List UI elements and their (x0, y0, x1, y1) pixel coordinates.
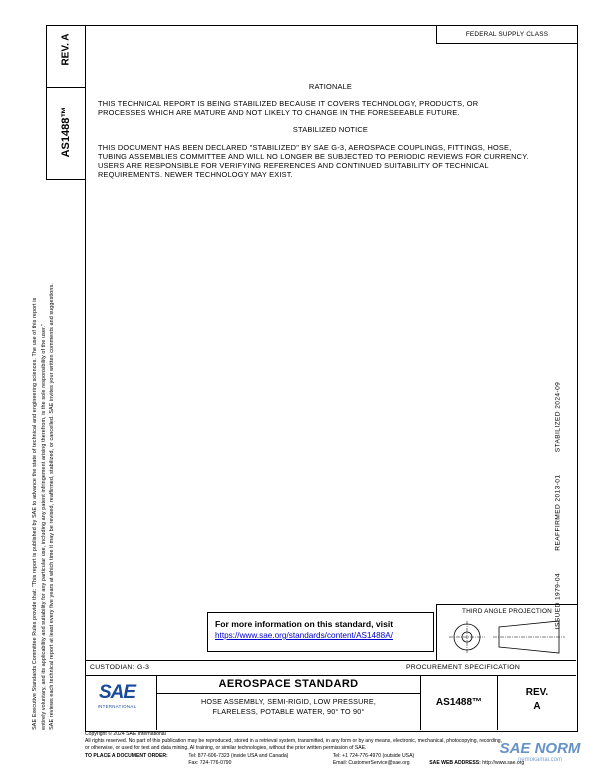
disclaimer-line-2: entirely voluntary, and its applicability and suitability for any particular use, including any patent infringement arising therefrom, is the sole responsibility of the user." (40, 323, 47, 730)
sae-logo (92, 683, 142, 723)
more-info-text: For more information on this standard, visit (215, 619, 394, 629)
stabilized-notice-heading: STABILIZED NOTICE (292, 125, 369, 134)
footer-rights-2: or otherwise, or used for text and data mining, AI training, or similar technologies, without the prior written permission of SAE. (85, 745, 367, 752)
rev-label: REV. (60, 43, 72, 66)
footer-tel-outside: Tel: +1 724-776-4970 (outside USA) (332, 752, 415, 759)
footer-web-label: SAE WEB ADDRESS: (429, 759, 481, 766)
issued-date: ISSUED 1979-04 (554, 573, 562, 630)
description-line-1: HOSE ASSEMBLY, SEMI-RIGID, LOW PRESSURE, (200, 697, 377, 706)
disclaimer-line-3: SAE reviews each technical report at least every five years at which time it may be revised, reaffirmed, stabilized, or cancelled. SAE invites your written comments and suggestions. (49, 283, 56, 730)
procurement-specification: PROCUREMENT SPECIFICATION (405, 664, 521, 671)
watermark-text: SAE NORM (499, 740, 581, 757)
footer-copyright: Copyright © 2024 SAE International (85, 731, 166, 737)
aerospace-standard-title: AEROSPACE STANDARD (218, 678, 359, 690)
federal-supply-class-box (436, 25, 577, 44)
footer-order-label: TO PLACE A DOCUMENT ORDER: (85, 752, 168, 759)
projection-label: THIRD ANGLE PROJECTION (462, 608, 552, 615)
stabilized-date: STABILIZED 2024-09 (554, 381, 562, 453)
projection-box (436, 604, 577, 661)
title-rev-value: A (533, 701, 541, 712)
reaffirmed-date: REAFFIRMED 2013-01 (554, 474, 562, 551)
title-underline (157, 693, 420, 694)
footer-web-link[interactable]: http://www.sae.org (482, 759, 525, 766)
standard-link[interactable]: https://www.sae.org/standards/content/AS1488A/ (215, 631, 393, 640)
stabilized-notice-text: THIS DOCUMENT HAS BEEN DECLARED "STABILIZED" BY SAE G-3, AEROSPACE COUPLINGS, FITTINGS, HOSE, TUBING ASSEMBLIES COMMITTEE AND WILL NO LONGER BE SUBJECTED TO PERIODIC REVIEWS FOR CURRENCY. USERS ARE RESPONSIBLE FOR VERIFYING REFERENCES AND CONTINUED SUITABILITY OF TECHNICAL REQUIREMENTS. NEWER TECHNOLOGY MAY EXIST. (98, 143, 529, 179)
footer-fax: Fax: 724-776-0790 (188, 759, 232, 766)
footer-rights: All rights reserved. No part of this publication may be reproduced, stored in a retrieval system, transmitted, in any form or by any means, electronic, mechanical, photocopying, recording, (85, 738, 503, 745)
title-block-top (85, 660, 576, 661)
left-doc-number: AS1488™ (60, 106, 72, 158)
rev-value: A (60, 33, 72, 41)
watermark (484, 741, 596, 763)
rationale-text: THIS TECHNICAL REPORT IS BEING STABILIZED BECAUSE IT COVERS TECHNOLOGY, PRODUCTS, OR PROCESSES WHICH ARE MATURE AND NOT LIKELY TO CHANGE IN THE FORESEEABLE FUTURE. (98, 99, 479, 117)
description-line-2: FLARELESS, POTABLE WATER, 90° TO 90° (212, 707, 365, 716)
watermark-subtext: nemokamai.com (517, 757, 562, 763)
left-rev-label (61, 22, 72, 78)
side-disclaimer (31, 190, 57, 730)
custodian: CUSTODIAN: G-3 (90, 664, 150, 671)
title-rev-label: REV. (525, 687, 549, 698)
rationale-heading: RATIONALE (308, 82, 353, 91)
footer-email[interactable]: Email: CustomerService@sae.org (332, 759, 410, 766)
title-doc-number: AS1488™ (435, 697, 483, 708)
sae-logo-text: SAE (98, 682, 136, 703)
sae-logo-subtitle: INTERNATIONAL (97, 704, 137, 709)
third-angle-projection-symbol (437, 617, 577, 661)
federal-supply-class: FEDERAL SUPPLY CLASS (465, 31, 549, 38)
title-block-row-line (85, 675, 576, 676)
footer-tel-usa: Tel: 877-606-7323 (inside USA and Canada) (188, 752, 289, 759)
more-info-box (207, 612, 434, 652)
disclaimer-line-1: SAE Executive Standards Committee Rules provide that: "This report is published by SAE to advance the state of technical and engineering sciences. The use of this report is (32, 297, 39, 730)
